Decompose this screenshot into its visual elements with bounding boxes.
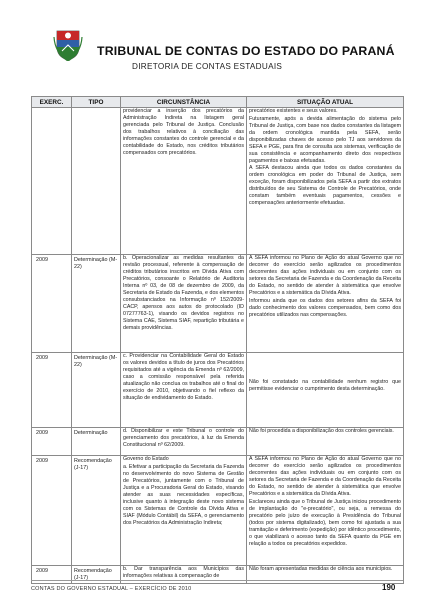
tipo-cell: Determinação [72, 428, 121, 456]
exerc-cell [32, 108, 72, 255]
situacao-cell [247, 255, 404, 353]
table-row [32, 353, 404, 428]
table-row [32, 428, 404, 456]
situacao-cell [247, 353, 404, 428]
circunstancia-paragraph: c. Providenciar na Contabilidade Geral do Estado os valores devidos a título de juros dos Precatórios requisitados até a vigência da Emenda nº 62/2009, caso a comissão responsável pela referida atualização não conclua os trabalhos até o final do exercício de 2010, objetivando o fiel reflexo da situação de endividamento do Estado. [123, 353, 244, 401]
tipo-cell: Determinação (M-22) [72, 353, 121, 428]
column-header-tipo: TIPO [72, 97, 121, 108]
parana-coat-of-arms-icon [53, 27, 83, 61]
footer-divider [31, 580, 403, 581]
table-header-row [32, 97, 404, 108]
exerc-cell: 2009 [32, 428, 72, 456]
column-header-circunstancia: CIRCUNSTÂNCIA [121, 97, 247, 108]
tipo-cell: Recomendação (J-17) [72, 456, 121, 566]
exerc-cell: 2009 [32, 456, 72, 566]
circunstancia-paragraph: Governo do Estado [123, 456, 169, 462]
circunstancia-paragraph: a. Efetivar a participação da Secretaria da Fazenda no desenvolvimento do novo Sistema de Gestão de Precatórios, juntamente com o Tribunal de Justiça e a Procuradoria Geral do Estado, visando atender as suas necessidades específicas, inclusive quanto à integração deste novo sistema com os Sistemas de Controle da Dívida Ativa e SIAF (Módulo Contábil) da SEFA, o gerenciamento dos Precatórios da Administração Indireta; [123, 463, 244, 526]
circunstancia-cell [121, 255, 247, 353]
exerc-cell: 2009 [32, 566, 72, 584]
tipo-cell [72, 108, 121, 255]
situacao-paragraph: Não foram apresentadas medidas de ciência aos municípios. [249, 566, 393, 572]
findings-table [31, 96, 404, 584]
circunstancia-cell [121, 353, 247, 428]
circunstancia-cell [121, 456, 247, 566]
situacao-paragraph: Não foi constatado na contabilidade nenhum registro que permitisse evidenciar o cumprimento desta determinação. [249, 379, 401, 392]
table-row [32, 456, 404, 566]
situacao-paragraph: Informou ainda que os dados dos setores afins da SEFA foi dado conhecimento dos valores compensados, bem como dos precatórios utilizados nas compensações. [249, 297, 401, 318]
page-subtitle: DIRETORIA DE CONTAS ESTADUAIS [132, 62, 283, 71]
situacao-cell [247, 456, 404, 566]
circunstancia-cell [121, 428, 247, 456]
situacao-paragraph: Não foi procedida a disponibilização dos controles gerenciais. [249, 428, 394, 434]
table-row [32, 108, 404, 255]
page-number: 190 [382, 583, 396, 592]
circunstancia-paragraph: b. Operacionalizar as medidas resultantes da revisão processual, referente à compensação de créditos tributários inscritos em Dívida Ativa com Precatórios, consoante o Relatório de Auditoria Interna nº 03, de 08 de dezembro de 2009, da Secretaria de Estado da Fazenda, e dos elementos consubstanciados na Informação nº 152/2009-CACP, apensos aos autos do protocolado (ID 07277763-1), visando os devidos registros no Sistema CAE, Sistema SIAF, repartição tributária e demais providências. [123, 255, 244, 331]
situacao-cell [247, 108, 404, 255]
page-title: TRIBUNAL DE CONTAS DO ESTADO DO PARANÁ [97, 44, 395, 58]
exerc-cell: 2009 [32, 353, 72, 428]
page-header [0, 0, 432, 96]
circunstancia-paragraph: providenciar a inserção dos precatórios da Administração Indireta na listagem geral gerenciada pelo Tribunal de Justiça. Conclusão dos trabalhos relativos à conciliação das informações constantes do controle gerencial e da contabilidade do Estado, nos créditos tributários compensados com precatórios. [123, 108, 244, 156]
situacao-paragraph: Esclareceu ainda que o Tribunal de Justiça iniciou procedimento de implantação do "e-precatório", ou seja, a remessa do precatório pelo juízo de execução à Presidência do Tribunal (todos por sistema digitalizado), bem como foi ajustada a sua tramitação e deferimento (expedição) por idêntico procedimento, o que viabilizará o acesso tanto da SEFA quanto da PGE em relação a todos os precatórios expedidos. [249, 498, 401, 547]
circunstancia-cell [121, 108, 247, 255]
tipo-cell: Determinação (M-22) [72, 255, 121, 353]
column-header-exerc: EXERC. [32, 97, 72, 108]
situacao-cell [247, 428, 404, 456]
table-row [32, 255, 404, 353]
exerc-cell: 2009 [32, 255, 72, 353]
tipo-cell: Recomendação (J-17) [72, 566, 121, 584]
column-header-situacao: SITUAÇÃO ATUAL [247, 97, 404, 108]
situacao-paragraph: A SEFA informou no Plano de Ação do atual Governo que no decorrer do exercício serão agilizados os procedimentos decorrentes das ações individuais ou em conjunto com os setores da Secretaria de Fazenda e da Coordenação da Receita do Estado, no sentido de atender à sistemática que envolve Precatórios e a sistemática da Dívida Ativa. [249, 255, 401, 296]
footer-report-title: CONTAS DO GOVERNO ESTADUAL – EXERCÍCIO DE 2010 [31, 586, 192, 592]
situacao-paragraph: A SEFA destacou ainda que todos os dados constantes da ordem cronológica em poder do Tribunal de Justiça, sem exceção, foram disponibilizados pela SEFA a partir dos extratos distribuídos de seu Sistema de Controle de Precatórios, onde constam também eventuais pagamentos, cessões e compensações anteriormente efetuadas. [249, 165, 401, 206]
situacao-paragraph: Futuramente, após a devida alimentação do sistema pelo Tribunal de Justiça, com base nos dados constantes da listagem da ordem cronológica mantida pela SEFA, serão disponibilizadas chaves de acesso pelo TJ aos servidores da SEFA e PGE, para fins de consulta aos sistemas, verificação de sua consistência e acompanhamento direto dos respectivos pagamentos e baixas efetuadas. [249, 115, 401, 164]
situacao-paragraph: precatórios existentes e seus valores. [249, 108, 338, 114]
situacao-paragraph: A SEFA informou no Plano de Ação do atual Governo que no decorrer do exercício serão agilizados os procedimentos decorrentes das ações individuais ou em conjunto com os setores da Secretaria de Fazenda e da Coordenação da Receita do Estado, no sentido de atender à sistemática que envolve Precatórios e a sistemática da Dívida Ativa. [249, 456, 401, 497]
circunstancia-paragraph: d. Disponibilizar e este Tribunal o controle do gerenciamento dos precatórios, à luz da Emenda Constitucional nº 62/2009. [123, 428, 244, 448]
circunstancia-paragraph: b. Dar transparência aos Municípios das informações relativas à compensação de [123, 566, 244, 579]
